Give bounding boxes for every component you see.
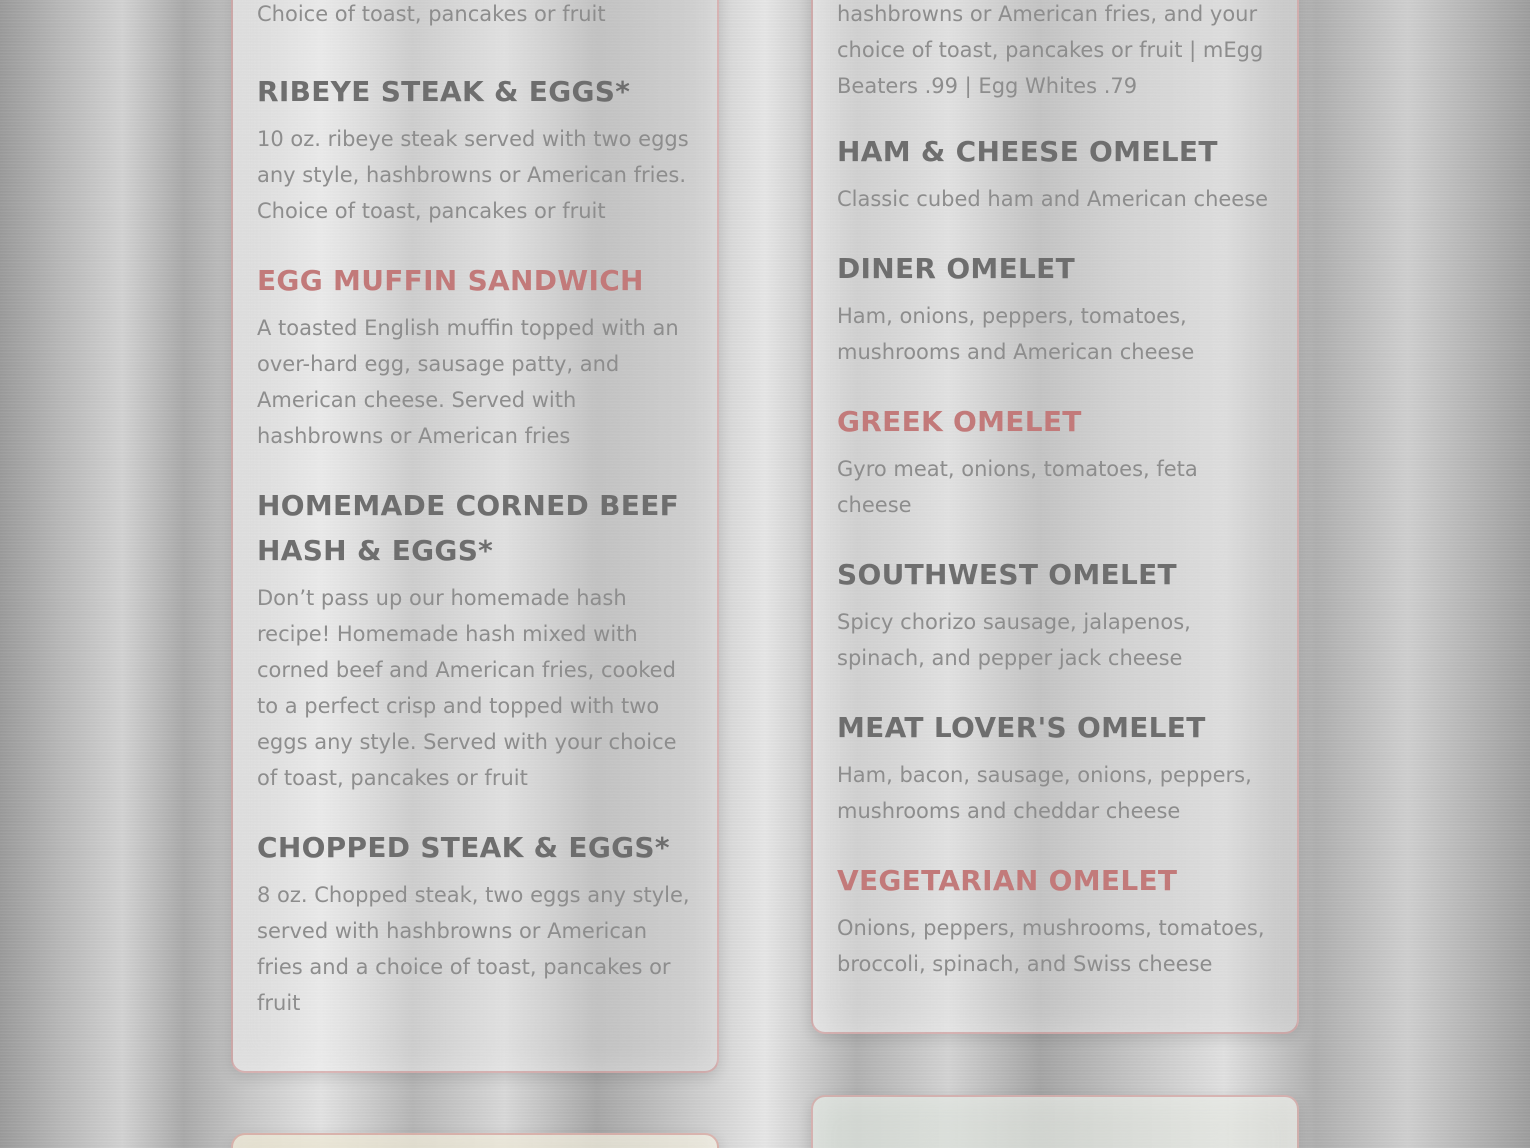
menu-card-next-left xyxy=(231,1133,719,1148)
item-name: MEAT LOVER'S OMELET xyxy=(837,711,1206,744)
item-description: Ham, onions, peppers, tomatoes, mushrooms and American cheese xyxy=(837,304,1195,364)
item-name: VEGETARIAN OMELET xyxy=(837,864,1178,897)
item-description: Ham, bacon, sausage, onions, peppers, mushrooms and cheddar cheese xyxy=(837,763,1252,823)
item-description: Onions, peppers, mushrooms, tomatoes, broccoli, spinach, and Swiss cheese xyxy=(837,916,1265,976)
item-description: Don’t pass up our homemade hash recipe! Homemade hash mixed with corned beef and American fries, cooked to a perfect crisp and topped with two eggs any style. Served with your choice of toast, pancakes or fruit xyxy=(257,586,677,790)
menu-card-left xyxy=(231,0,719,1073)
item-name: GREEK OMELET xyxy=(837,405,1082,438)
item-description: Gyro meat, onions, tomatoes, feta cheese xyxy=(837,457,1198,517)
item-description-continued: Choice of toast, pancakes or fruit xyxy=(257,2,606,26)
item-description: 10 oz. ribeye steak served with two eggs any style, hashbrowns or American fries. Choice of toast, pancakes or fruit xyxy=(257,127,689,223)
item-description: Classic cubed ham and American cheese xyxy=(837,187,1269,211)
item-name: EGG MUFFIN SANDWICH xyxy=(257,264,644,297)
item-description: 8 oz. Chopped steak, two eggs any style, served with hashbrowns or American fries and a choice of toast, pancakes or fruit xyxy=(257,883,690,1015)
item-name: HOMEMADE CORNED BEEF HASH & EGGS* xyxy=(257,489,680,567)
item-name: CHOPPED STEAK & EGGS* xyxy=(257,831,670,864)
item-name: DINER OMELET xyxy=(837,252,1075,285)
item-name: RIBEYE STEAK & EGGS* xyxy=(257,75,631,108)
item-description: Spicy chorizo sausage, jalapenos, spinach, and pepper jack cheese xyxy=(837,610,1191,670)
menu-card-right xyxy=(811,0,1299,1034)
item-description: A toasted English muffin topped with an over-hard egg, sausage patty, and American cheese. Served with hashbrowns or American fries xyxy=(257,316,679,448)
menu-card-next-right xyxy=(811,1095,1299,1148)
item-name: HAM & CHEESE OMELET xyxy=(837,135,1218,168)
item-description-continued: hashbrowns or American fries, and your choice of toast, pancakes or fruit | mEgg Beaters .99 | Egg Whites .79 xyxy=(837,2,1264,98)
item-name: SOUTHWEST OMELET xyxy=(837,558,1177,591)
